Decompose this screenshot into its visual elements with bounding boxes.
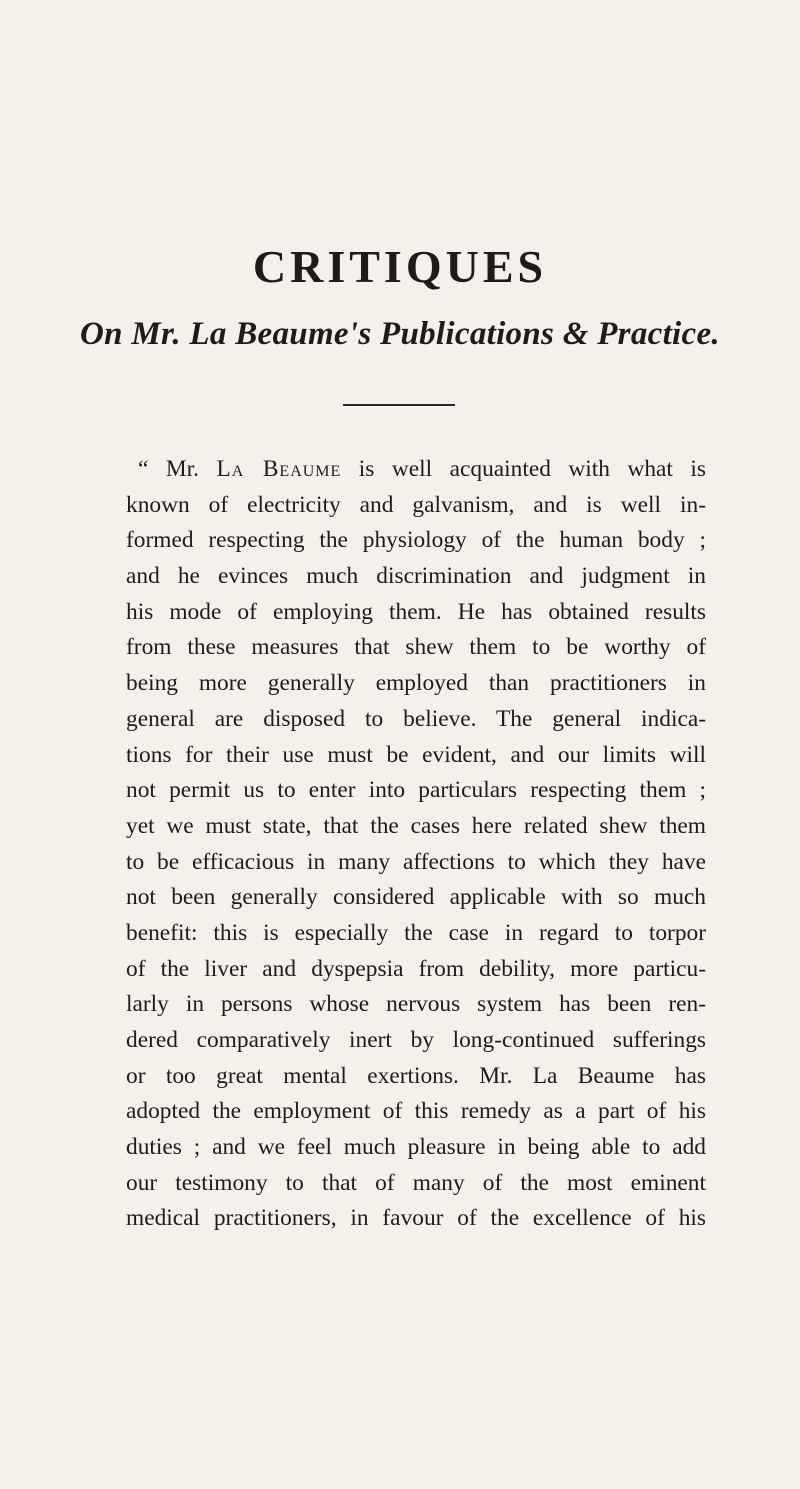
text-line: and he evinces much discrimination and judgment in <box>126 563 706 590</box>
text-line: not been generally considered applicable with so much <box>126 884 706 911</box>
text-line <box>126 452 706 488</box>
text-line: medical practitioners, in favour of the excellence of his <box>126 1205 706 1232</box>
text-line: larly in persons whose nervous system has been ren- <box>126 991 706 1018</box>
page-subtitle: On Mr. La Beaume's Publications & Practice. <box>80 316 720 352</box>
body-paragraph <box>126 452 706 1237</box>
author-name: La Beaume <box>216 456 342 482</box>
text-line: not permit us to enter into particulars respecting them ; <box>126 777 706 804</box>
text-line: to be efficacious in many affections to which they have <box>126 848 706 875</box>
opening-quote: “ Mr. <box>138 456 200 482</box>
text-line: his mode of employing them. He has obtained results <box>126 598 706 625</box>
text-line: tions for their use must be evident, and our limits will <box>126 741 706 768</box>
text-line: known of electricity and galvanism, and is well in- <box>126 491 706 518</box>
divider-rule <box>343 404 455 406</box>
text-line: from these measures that shew them to be worthy of <box>126 634 706 661</box>
first-line-rest: is well acquainted with what is <box>341 456 707 482</box>
text-line: adopted the employment of this remedy as a part of his <box>126 1098 706 1125</box>
text-line: formed respecting the physiology of the human body ; <box>126 527 706 554</box>
page-title: CRITIQUES <box>252 241 548 292</box>
text-line: benefit: this is especially the case in regard to torpor <box>126 919 706 946</box>
text-line: or too great mental exertions. Mr. La Beaume has <box>126 1062 706 1089</box>
text-line: yet we must state, that the cases here related shew them <box>126 812 706 839</box>
text-line: dered comparatively inert by long-continued sufferings <box>126 1027 706 1053</box>
text-line: our testimony to that of many of the most eminent <box>126 1169 706 1196</box>
text-line: being more generally employed than practitioners in <box>126 670 706 697</box>
text-line: general are disposed to believe. The general indica- <box>126 705 706 732</box>
text-line: of the liver and dyspepsia from debility, more particu- <box>126 955 706 982</box>
text-line: duties ; and we feel much pleasure in being able to add <box>126 1134 706 1161</box>
